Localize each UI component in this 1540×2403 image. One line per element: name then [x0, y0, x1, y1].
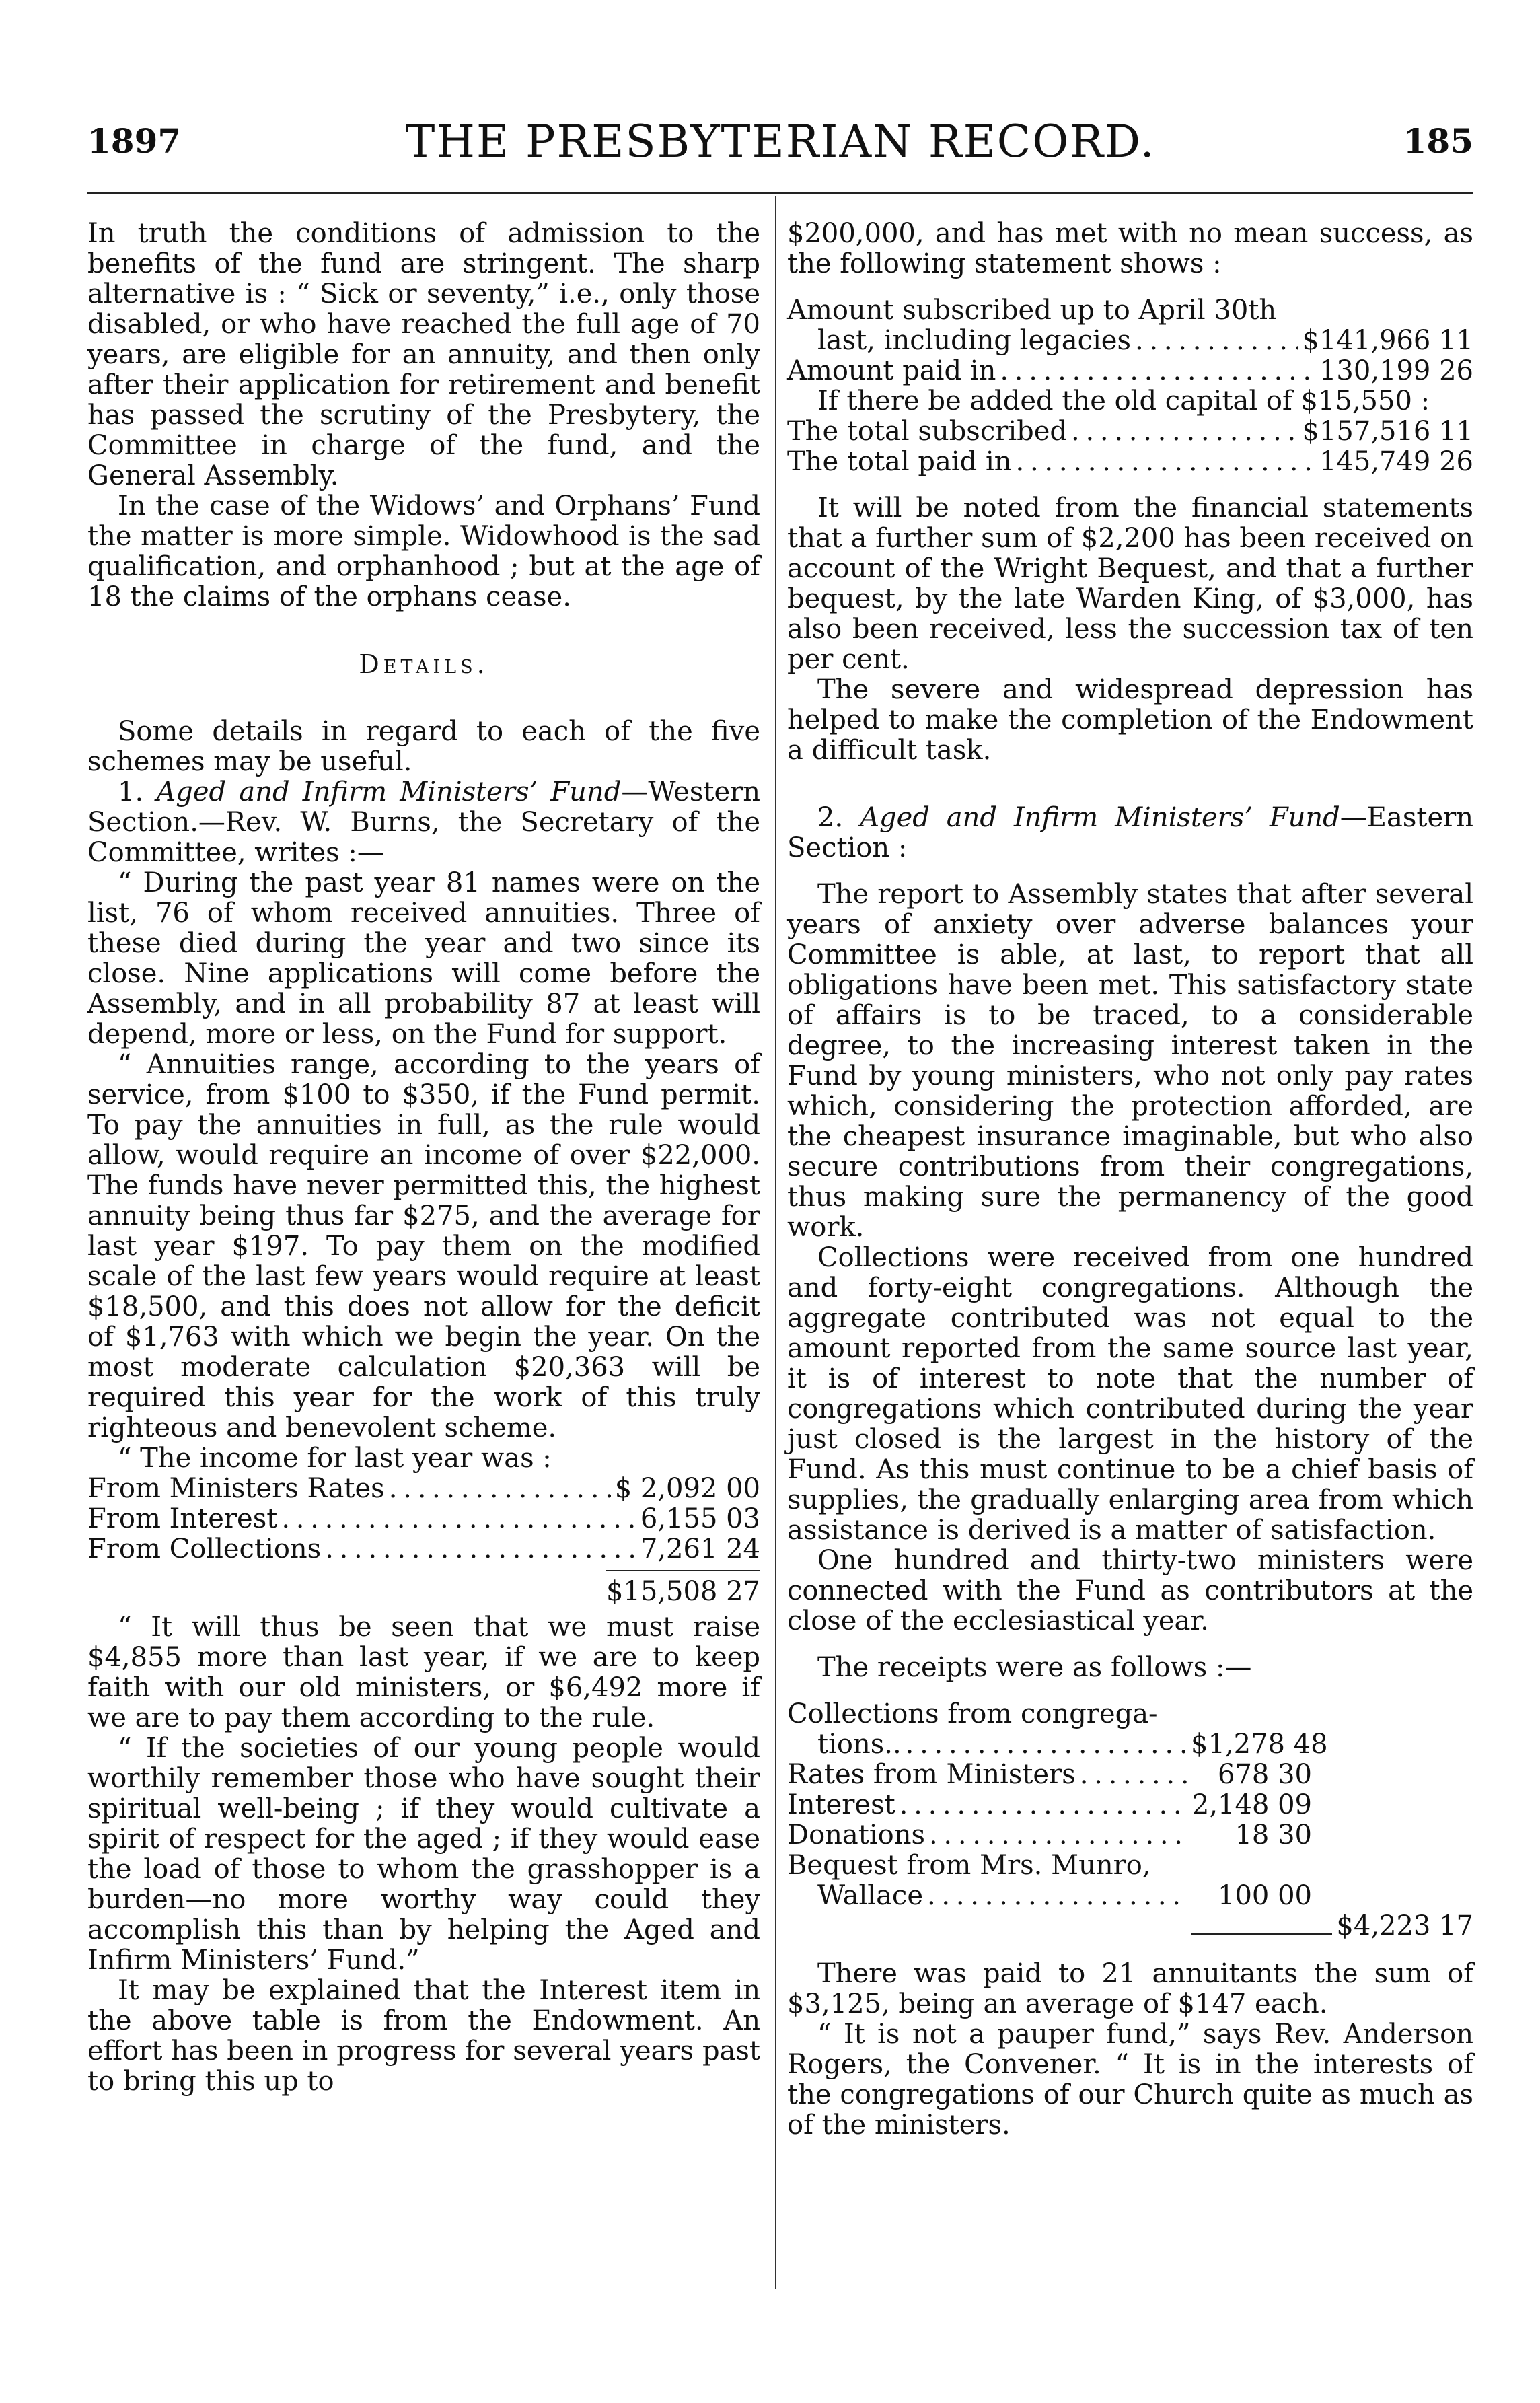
paragraph: “ During the past year 81 names were on the list, 76 of whom received annuities. Three of these died during the year and two since its close. Nine applications will come before the Assembly, and in all probability 87 at least will depend, more or less, on the Fund for support. — [87, 867, 760, 1050]
fund-number: 2. — [817, 802, 860, 833]
fund-heading-rest: —Western Section.—Rev. W. Burns, the Secretary of the Committee, writes :— — [87, 777, 760, 868]
receipt-row: Interest . . . 2,148 09 — [787, 1790, 1473, 1820]
paragraph: It will be noted from the financial statements that a further sum of $2,200 has been received on account of the Wright Bequest, and that a further bequest, by the late Warden King, of $3,000, has also been received, less the succession tax of ten per cent. — [787, 493, 1473, 675]
left-column — [87, 219, 760, 2097]
income-row: From Interest . . . 6,155 03 — [87, 1504, 760, 1534]
fund-title: Aged and Infirm Ministers’ Fund — [860, 802, 1340, 833]
fund-number: 1. — [118, 777, 157, 808]
paragraph: Collections were received from one hundred and forty-eight congregations. Although the aggregate contributed was not equal to the amount reported from the same source last year, it is of interest to note that the number of congregations which contributed during the year just closed is the largest in the history of the Fund. As this must continue to be a chief basis of supplies, the gradually enlarging area from which assistance is derived is a matter of satisfaction. — [787, 1242, 1473, 1546]
page-number: 185 — [1403, 121, 1473, 161]
paragraph: One hundred and thirty-two ministers were connected with the Fund as contributors at the close of the ecclesiastical year. — [787, 1545, 1473, 1637]
endowment-statement — [787, 295, 1473, 477]
statement-row: Amount paid in . . . 130,199 26 — [787, 356, 1473, 386]
receipt-row: tions.. . . . $1,278 48 — [787, 1729, 1473, 1760]
fund-title: Aged and Infirm Ministers’ Fund — [156, 777, 622, 808]
paragraph: “ The income for last year was : — [118, 1443, 552, 1474]
paragraph: $200,000, and has met with no mean success, as the following statement shows : — [787, 218, 1473, 279]
paragraph: There was paid to 21 annuitants the sum of $3,125, being an average of $147 each. — [787, 1958, 1473, 2019]
fund-heading-rest: —Eastern Section : — [787, 802, 1473, 863]
column-divider — [775, 196, 776, 2289]
paragraph: Some details in regard to each of the five schemes may be useful. — [87, 716, 760, 777]
paragraph: The severe and widespread depression has helped to make the completion of the Endowment a difficult task. — [787, 674, 1473, 766]
income-row: From Collections . . . 7,261 24 — [87, 1534, 760, 1565]
receipts-line: Bequest from Mrs. Munro, — [787, 1850, 1151, 1881]
fund-heading-paragraph — [787, 803, 1473, 863]
paragraph: In truth the conditions of admission to the benefits of the fund are stringent. The sharp alternative is : “ Sick or seventy,” i.e., only those disabled, or who have reached the full age of 70 years, are eligible for an annuity, and then only after their application for retirement and benefit has passed the scrutiny of the Presbytery, the Committee in charge of the fund, and the General Assembly. — [87, 218, 760, 491]
receipt-row: Donations . . . 18 30 — [787, 1820, 1473, 1851]
fund-heading-paragraph — [87, 777, 760, 868]
paragraph: In the case of the Widows’ and Orphans’ Fund the matter is more simple. Widowhood is the sad qualification, and orphanhood ; but at the age of 18 the claims of the orphans cease. — [87, 491, 760, 612]
income-table — [87, 1474, 760, 1607]
paragraph: “ It will thus be seen that we must raise $4,855 more than last year, if we are to keep faith with our old ministers, or $6,492 more if we are to pay them according to the rule. — [87, 1612, 760, 1733]
paragraph: The receipts were as follows :— — [817, 1652, 1252, 1683]
header-rule — [87, 192, 1473, 194]
receipts-total: $4,223 17 — [1336, 1910, 1473, 1941]
receipts-line: Collections from congrega- — [787, 1698, 1158, 1729]
income-total: $15,508 27 — [606, 1570, 760, 1607]
section-heading-details: Details. — [359, 649, 489, 679]
receipt-row: Rates from Ministers . . . 678 30 — [787, 1760, 1473, 1790]
statement-line: If there be added the old capital of $15,550 : — [817, 386, 1430, 417]
paragraph: The report to Assembly states that after several years of anxiety over adverse balances your Committee is able, at last, to report that all obligations have been met. This satisfactory state of affairs is to be traced, to a considerable degree, to the increasing interest taken in the Fund by young ministers, who not only pay rates which, considering the protection afforded, are the cheapest insurance imaginable, but who also secure contributions from their congregations, thus making sure the permanency of the good work. — [787, 879, 1473, 1243]
statement-row: The total paid in . . . 145,749 26 — [787, 447, 1473, 477]
statement-row: last, including legacies . . . $141,966 11 — [787, 326, 1473, 356]
statement-line: Amount subscribed up to April 30th — [787, 295, 1277, 326]
page-header — [87, 116, 1473, 175]
statement-row: The total subscribed . . . $157,516 11 — [787, 417, 1473, 447]
paragraph: “ Annuities range, according to the years of service, from $100 to $350, if the Fund permit. To pay the annuities in full, as the rule would allow, would require an income of over $22,000. The funds have never permitted this, the highest annuity being thus far $275, and the average for last year $197. To pay them on the modified scale of the last few years would require at least $18,500, and this does not allow for the deficit of $1,763 with which we begin the year. On the most moderate calculation $20,363 will be required this year for the work of this truly righteous and benevolent scheme. — [87, 1049, 760, 1443]
receipts-table — [787, 1699, 1473, 1943]
right-column — [787, 219, 1473, 2141]
paragraph: It may be explained that the Interest item in the above table is from the Endowment. An effort has been in progress for several years past to bring this up to — [87, 1975, 760, 2097]
receipts-total-row — [787, 1911, 1473, 1943]
paragraph: “ If the societies of our young people would worthily remember those who have sought their spiritual well-being ; if they would cultivate a spirit of respect for the aged ; if they would ease the load of those to whom the grasshopper is a burden—no more worthy way could they accomplish this than by helping the Aged and Infirm Ministers’ Fund.” — [87, 1733, 760, 1976]
header-year: 1897 — [87, 121, 182, 161]
income-row: From Ministers Rates . . . $ 2,092 00 — [87, 1474, 760, 1504]
income-total-row — [87, 1570, 760, 1607]
paragraph: “ It is not a pauper fund,” says Rev. Anderson Rogers, the Convener. “ It is in the interests of the congregations of our Church quite as much as of the ministers. — [787, 2019, 1473, 2141]
receipt-row: Wallace . . . 100 00 — [787, 1881, 1473, 1911]
page-title: THE PRESBYTERIAN RECORD. — [405, 116, 1156, 168]
